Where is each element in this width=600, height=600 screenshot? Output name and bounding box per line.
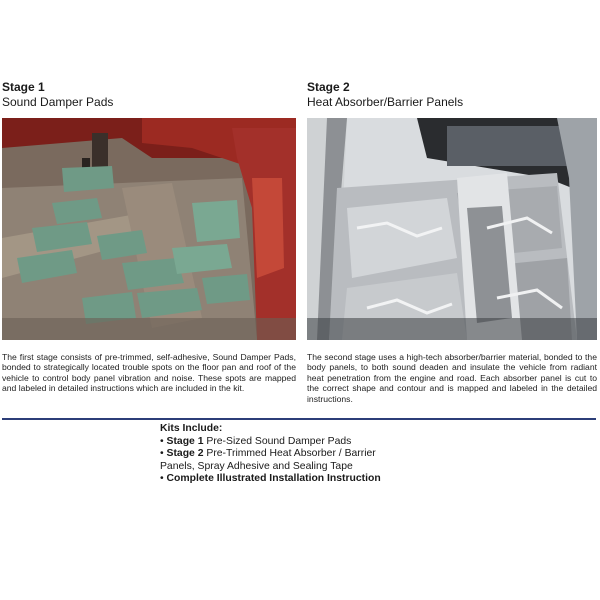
stage-1-subtitle: Sound Damper Pads bbox=[2, 95, 114, 109]
bullet: • bbox=[160, 448, 164, 460]
stage-1-photo bbox=[2, 118, 296, 340]
kit-item-continuation: Panels, Spray Adhesive and Sealing Tape bbox=[160, 460, 353, 472]
kit-item bbox=[160, 436, 381, 449]
kit-item-bold: Stage 2 bbox=[166, 448, 204, 460]
bullet: • bbox=[160, 435, 164, 447]
divider-rule bbox=[2, 418, 596, 420]
kit-item-bold: Complete Illustrated Installation Instruction bbox=[166, 473, 381, 485]
stage-2-description: The second stage uses a high-tech absorber/barrier material, bonded to the body panels, to both sound deaden and insulate the vehicle from radiant heat penetration from the engine and road. Each absorber panel is cut to the correct shape and contour and is mapped and labeled in the detailed instructions. bbox=[307, 352, 597, 404]
stage-1-title: Stage 1 bbox=[2, 80, 45, 94]
kits-include-list bbox=[160, 423, 381, 486]
stage-2-photo bbox=[307, 118, 597, 340]
kit-item bbox=[160, 473, 381, 486]
kit-item-text: Pre-Sized Sound Damper Pads bbox=[203, 435, 352, 447]
kits-heading: Kits Include: bbox=[160, 423, 223, 434]
stage-1-description: The first stage consists of pre-trimmed, self-adhesive, Sound Damper Pads, bonded to strategically located trouble spots on the floor pan and roof of the vehicle to control body panel vibration and noise. These spots are mapped and labeled in detailed instructions which are included in the kit. bbox=[2, 352, 296, 394]
kit-item-bold: Stage 1 bbox=[166, 435, 204, 447]
bullet: • bbox=[160, 473, 164, 485]
kit-item bbox=[160, 448, 381, 461]
stage-2-subtitle: Heat Absorber/Barrier Panels bbox=[307, 95, 464, 109]
stage-2-title: Stage 2 bbox=[307, 80, 350, 94]
kit-item-text: Pre-Trimmed Heat Absorber / Barrier bbox=[203, 448, 376, 460]
